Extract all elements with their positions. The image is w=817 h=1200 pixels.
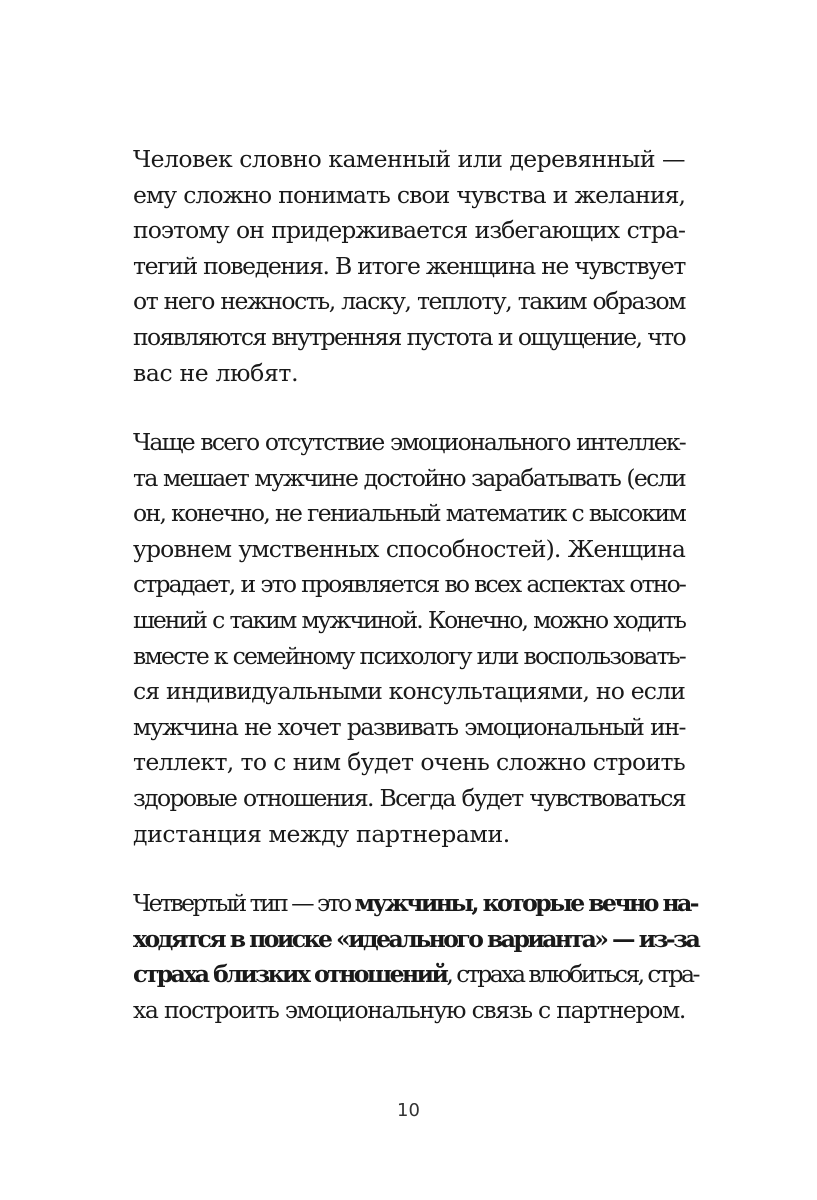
- text-line: вместе к семейному психологу или воспользовать-: [133, 641, 685, 670]
- paragraph-1: [133, 142, 685, 391]
- text-line: Чаще всего отсутствие эмоционального интеллек-: [133, 428, 685, 456]
- text-line: страдает, и это проявляется во всех аспектах отно-: [133, 570, 685, 599]
- text-line: Человек словно каменный или деревянный —: [133, 145, 685, 173]
- page-number: 10: [397, 1100, 420, 1121]
- text-line: [133, 957, 698, 993]
- text-line: шений с таким мужчиной. Конечно, можно ходить: [133, 605, 685, 634]
- text-line: та мешает мужчине достойно зарабатывать (если: [133, 463, 685, 492]
- paragraph-3: [133, 886, 699, 1028]
- text-line: [133, 886, 697, 922]
- text-line: ся индивидуальными консультациями, но если: [133, 677, 685, 706]
- bold-text: страха близких отношений: [133, 960, 447, 989]
- text-line: тегий поведения. В итоге женщина не чувствует: [133, 251, 685, 280]
- text-line: появляются внутренняя пустота и ощущение, что: [133, 322, 685, 351]
- text-line: дистанция между партнерами.: [133, 819, 510, 848]
- text-line: уровнем умственных способностей). Женщина: [133, 534, 685, 563]
- text-line: ха построить эмоциональную связь с партнером.: [133, 995, 685, 1024]
- text-line: поэтому он придерживается избегающих стра-: [133, 216, 685, 245]
- text-line: вас не любят.: [133, 358, 299, 387]
- text-line: теллект, то с ним будет очень сложно строить: [133, 748, 685, 777]
- bold-text-line: ходятся в поиске «идеального варианта» — из-за: [133, 924, 699, 953]
- text-line: мужчина не хочет развивать эмоциональный ин-: [133, 712, 685, 741]
- text-line: он, конечно, не гениальный математик с высоким: [133, 499, 686, 528]
- text-line: ему сложно понимать свои чувства и желания,: [133, 180, 685, 209]
- text-line: от него нежность, ласку, теплоту, таким образом: [133, 287, 685, 316]
- bold-text: мужчины, которые вечно на-: [354, 889, 697, 917]
- paragraph-2: [133, 425, 685, 852]
- regular-text: Четвертый тип — это: [133, 889, 355, 917]
- text-line: здоровые отношения. Всегда будет чувствоваться: [133, 783, 685, 812]
- regular-text: , страха влюбиться, стра-: [446, 960, 698, 989]
